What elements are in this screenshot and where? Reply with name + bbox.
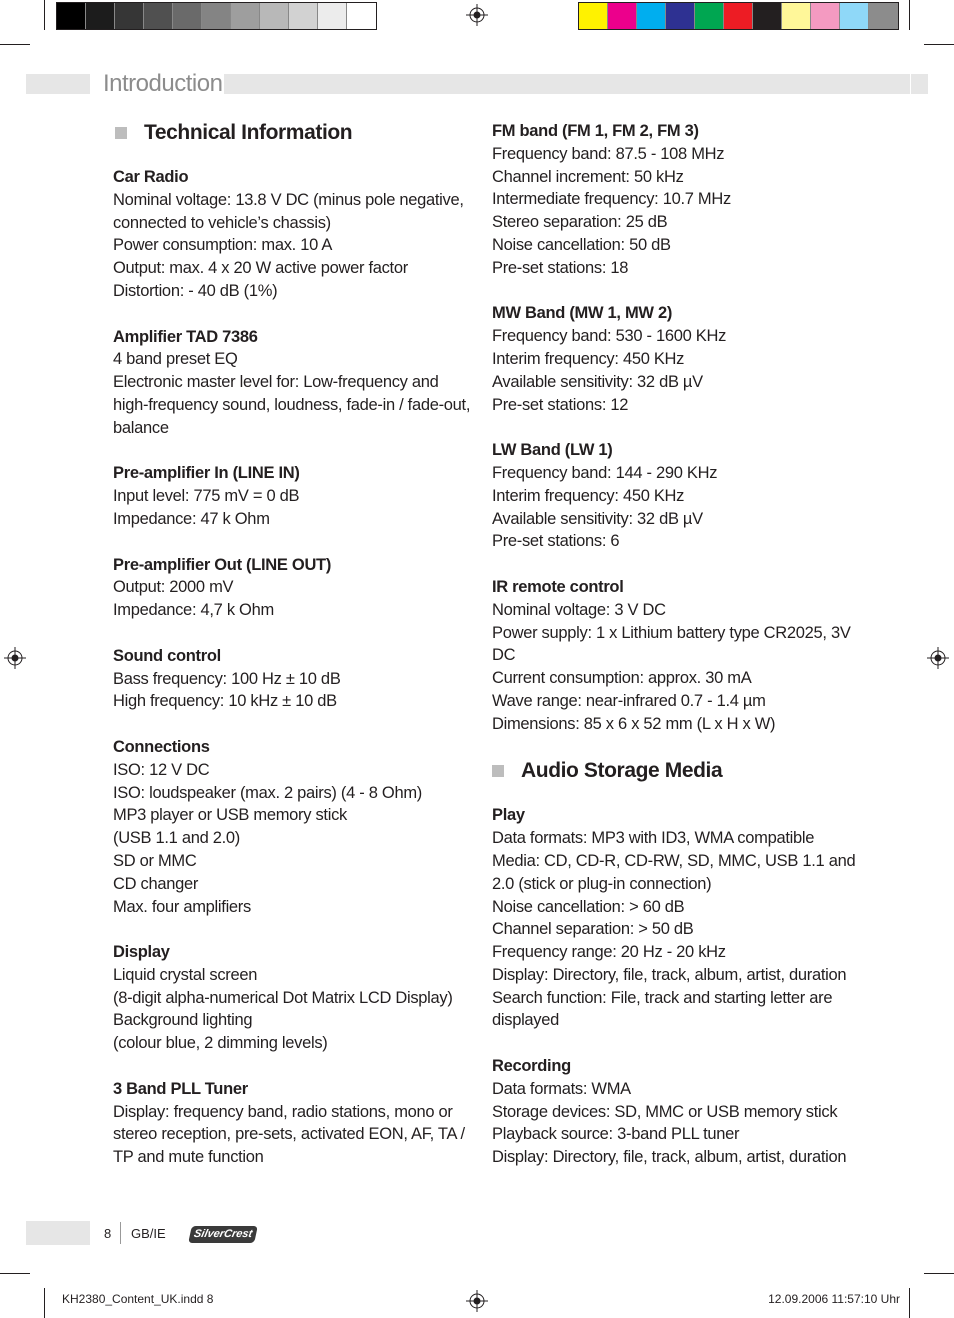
square-bullet-icon (492, 765, 504, 777)
crop-mark (44, 0, 45, 30)
left-column (113, 120, 473, 1192)
spec-block-title: LW Band (LW 1) (492, 441, 613, 460)
color-swatch (260, 3, 289, 29)
spec-block (113, 941, 473, 1055)
spec-line: Stereo separation: 25 dB (492, 213, 668, 232)
color-swatch (753, 3, 782, 29)
color-swatch (86, 3, 115, 29)
spec-block-list (113, 166, 473, 1169)
color-swatch (811, 3, 840, 29)
spec-block (492, 120, 872, 280)
spec-block (113, 166, 473, 303)
spec-block-title: Recording (492, 1057, 571, 1076)
spec-line: Frequency range: 20 Hz - 20 kHz (492, 943, 726, 962)
spec-line: Channel separation: > 50 dB (492, 920, 694, 939)
spec-line: Power consumption: max. 10 A (113, 236, 333, 255)
file-slug: KH2380_Content_UK.indd 8 (62, 1292, 214, 1306)
spec-line: Liquid crystal screen (113, 965, 258, 984)
spec-line: Distortion: - 40 dB (1%) (113, 281, 278, 300)
right-column (492, 120, 872, 1192)
spec-block-title: Sound control (113, 646, 221, 665)
section-heading-text: Technical Information (144, 120, 353, 144)
region-code: GB/IE (131, 1226, 166, 1241)
spec-line: Current consumption: approx. 30 mA (492, 669, 752, 688)
spec-block (492, 1055, 872, 1169)
spec-line: Frequency band: 144 - 290 KHz (492, 463, 718, 482)
color-swatch (579, 3, 608, 29)
color-swatch (318, 3, 347, 29)
registration-mark-icon (4, 647, 26, 669)
spec-block-title: 3 Band PLL Tuner (113, 1079, 248, 1098)
page-number: 8 (104, 1226, 112, 1241)
spec-line: Interim frequency: 450 KHz (492, 349, 685, 368)
spec-line: Wave range: near-infrared 0.7 - 1.4 µm (492, 691, 766, 710)
spec-block-title: Pre-amplifier Out (LINE OUT) (113, 555, 332, 574)
spec-line: Power supply: 1 x Lithium battery type CR2025, 3V DC (492, 623, 851, 665)
crop-mark (0, 1273, 30, 1274)
crop-mark (909, 1288, 910, 1318)
spec-block (113, 736, 473, 918)
footer-bar (26, 1221, 90, 1245)
spec-line: Background lighting (113, 1011, 253, 1030)
registration-mark-icon (927, 647, 949, 669)
brand-logo: SilverCrest (188, 1226, 258, 1243)
square-bullet-icon (115, 127, 127, 139)
spec-line: Impedance: 4,7 k Ohm (113, 601, 274, 620)
crop-mark (924, 44, 954, 45)
color-swatch (840, 3, 869, 29)
section-heading (492, 758, 872, 784)
spec-block (492, 302, 872, 416)
spec-line: Impedance: 47 k Ohm (113, 509, 270, 528)
color-swatch (869, 3, 898, 29)
spec-line: Electronic master level for: Low-frequency and high-frequency sound, loudness, fade-in / fade-out, balance (113, 373, 471, 437)
registration-mark-icon (466, 4, 488, 26)
spec-block (113, 1078, 473, 1169)
spec-line: Display: Directory, file, track, album, artist, duration (492, 965, 847, 984)
crop-mark (0, 44, 30, 45)
spec-line: Search function: File, track and starting letter are displayed (492, 988, 833, 1030)
spec-block-title: Car Radio (113, 168, 189, 186)
grayscale-color-bar (56, 2, 377, 30)
spec-line: (USB 1.1 and 2.0) (113, 829, 240, 848)
spec-block-title: MW Band (MW 1, MW 2) (492, 304, 673, 323)
spec-line: Frequency band: 87.5 - 108 MHz (492, 144, 725, 163)
registration-mark-icon (466, 1290, 488, 1312)
spec-line: Playback source: 3-band PLL tuner (492, 1125, 740, 1144)
spec-line: Frequency band: 530 - 1600 KHz (492, 327, 727, 346)
process-color-bar (578, 2, 899, 30)
spec-line: Channel increment: 50 kHz (492, 167, 684, 186)
color-swatch (202, 3, 231, 29)
spec-line: (8-digit alpha-numerical Dot Matrix LCD Display) (113, 988, 453, 1007)
spec-block-title: Connections (113, 737, 210, 756)
spec-line: Intermediate frequency: 10.7 MHz (492, 190, 731, 209)
spec-line: Output: 2000 mV (113, 578, 234, 597)
color-swatch (695, 3, 724, 29)
spec-line: Output: max. 4 x 20 W active power factor (113, 259, 408, 278)
spec-line: Dimensions: 85 x 6 x 52 mm (L x H x W) (492, 714, 776, 733)
color-swatch (289, 3, 318, 29)
header-bar (224, 74, 928, 94)
spec-block (492, 576, 872, 736)
spec-line: Storage devices: SD, MMC or USB memory stick (492, 1102, 838, 1121)
color-swatch (144, 3, 173, 29)
spec-block (113, 462, 473, 530)
spec-block-title: FM band (FM 1, FM 2, FM 3) (492, 122, 699, 140)
spec-line: Input level: 775 mV = 0 dB (113, 487, 300, 506)
spec-line: Data formats: WMA (492, 1079, 631, 1098)
spec-block-title: Display (113, 943, 170, 962)
spec-line: High frequency: 10 kHz ± 10 dB (113, 692, 337, 711)
spec-block-title: IR remote control (492, 577, 624, 596)
spec-line: Pre-set stations: 18 (492, 258, 629, 277)
spec-block-title: Amplifier TAD 7386 (113, 327, 258, 346)
spec-line: Available sensitivity: 32 dB µV (492, 372, 703, 391)
spec-block-list (492, 120, 872, 736)
header-bar (26, 74, 90, 94)
color-swatch (724, 3, 753, 29)
spec-line: Pre-set stations: 12 (492, 395, 629, 414)
spec-line: Display: frequency band, radio stations, mono or stereo reception, pre-sets, activated EON, AF, TA / TP and mute function (113, 1102, 465, 1167)
spec-line: Media: CD, CD-R, CD-RW, SD, MMC, USB 1.1 and 2.0 (stick or plug-in connection) (492, 851, 856, 893)
spec-line: (colour blue, 2 dimming levels) (113, 1034, 328, 1053)
crop-mark (909, 0, 910, 30)
color-swatch (347, 3, 376, 29)
spec-line: Bass frequency: 100 Hz ± 10 dB (113, 669, 341, 688)
spec-line: SD or MMC (113, 851, 197, 870)
spec-line: Nominal voltage: 13.8 V DC (minus pole negative, connected to vehicle’s chassis) (113, 190, 464, 232)
spec-line: Display: Directory, file, track, album, artist, duration (492, 1148, 847, 1167)
spec-block-list (492, 804, 872, 1169)
spec-line: Pre-set stations: 6 (492, 532, 620, 551)
spec-block-title: Pre-amplifier In (LINE IN) (113, 464, 300, 483)
spec-block-title: Play (492, 806, 525, 825)
spec-line: Nominal voltage: 3 V DC (492, 600, 666, 619)
crop-mark (924, 1273, 954, 1274)
spec-block (113, 554, 473, 622)
color-swatch (637, 3, 666, 29)
spec-block (113, 326, 473, 440)
spec-block (113, 645, 473, 713)
color-swatch (173, 3, 202, 29)
spec-block (492, 804, 872, 1032)
spec-line: 4 band preset EQ (113, 350, 238, 369)
spec-line: Noise cancellation: 50 dB (492, 235, 671, 254)
color-swatch (231, 3, 260, 29)
spec-line: ISO: loudspeaker (max. 2 pairs) (4 - 8 Ohm) (113, 783, 422, 802)
spec-line: MP3 player or USB memory stick (113, 806, 347, 825)
spec-line: Available sensitivity: 32 dB µV (492, 509, 703, 528)
footer-divider (120, 1222, 121, 1244)
spec-line: Noise cancellation: > 60 dB (492, 897, 685, 916)
spec-block (492, 439, 872, 553)
spec-line: Max. four amplifiers (113, 897, 251, 916)
header-bar-divider (910, 74, 911, 94)
print-timestamp: 12.09.2006 11:57:10 Uhr (768, 1292, 900, 1306)
color-swatch (115, 3, 144, 29)
color-swatch (782, 3, 811, 29)
spec-line: CD changer (113, 874, 199, 893)
crop-mark (44, 1288, 45, 1318)
section-heading (113, 120, 473, 146)
spec-line: Data formats: MP3 with ID3, WMA compatible (492, 829, 815, 848)
color-swatch (57, 3, 86, 29)
color-swatch (666, 3, 695, 29)
page-title: Introduction (103, 70, 223, 97)
section-heading-text: Audio Storage Media (521, 758, 723, 782)
color-swatch (608, 3, 637, 29)
spec-line: Interim frequency: 450 KHz (492, 486, 685, 505)
spec-line: ISO: 12 V DC (113, 760, 210, 779)
